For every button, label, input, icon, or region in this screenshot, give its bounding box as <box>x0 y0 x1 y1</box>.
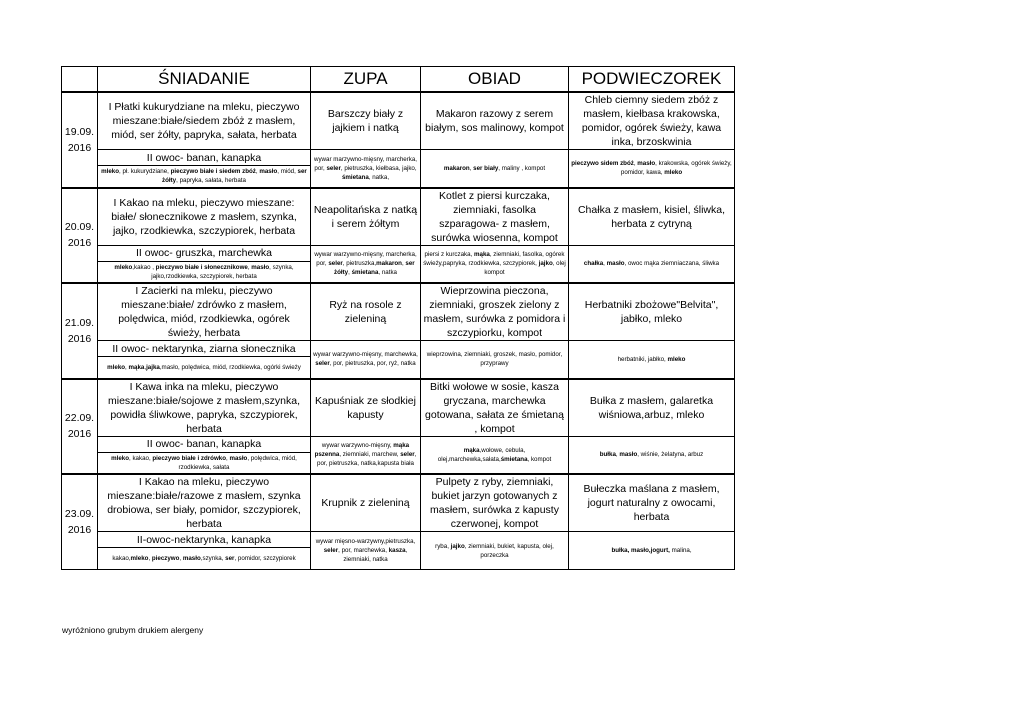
col-snack-header: PODWIECZOREK <box>569 67 735 93</box>
col-soup-header: ZUPA <box>311 67 421 93</box>
day-date: 23.09. 2016 <box>62 474 98 570</box>
day-row-main <box>62 474 735 532</box>
corner-cell <box>62 67 98 93</box>
header-row <box>62 67 735 93</box>
day-date: 19.09. 2016 <box>62 92 98 188</box>
soup-allergens: wywar warzywno-mięsny, mąka pszenna, ziemniaki, marchew, seler, por, pietruszka, natka,kapusta biała <box>311 436 421 474</box>
snack-cell: Bułka z masłem, galaretka wiśniowa,arbuz, mleko <box>569 379 735 437</box>
second-breakfast-cell: II owoc- banan, kanapka <box>98 150 311 166</box>
lunch-allergens: makaron, ser biały, maliny , kompot <box>421 150 569 188</box>
breakfast-allergens: mleko, pł. kukurydziane, pieczywo białe i siedem zbóż, masło, miód, ser żółty, papryka, sałata, herbata <box>98 166 311 188</box>
soup-cell: Neapolitańska z natką i serem żółtym <box>311 188 421 246</box>
soup-cell: Barszczy biały z jajkiem i natką <box>311 92 421 150</box>
lunch-cell: Pulpety z ryby, ziemniaki, bukiet jarzyn gotowanych z masłem, surówka z kapusty czerwonej, kompot <box>421 474 569 532</box>
breakfast-cell: I Zacierki na mleku, pieczywo mieszane:białe/ zdrówko z masłem, polędwica, miód, rzodkiewka, ogórek świeży, herbata <box>98 283 311 341</box>
breakfast-allergens: mleko, kakao, pieczywo białe i zdrówko, masło, polędwica, miód, rzodkiewka, sałata <box>98 452 311 474</box>
lunch-cell: Bitki wołowe w sosie, kasza gryczana, marchewka gotowana, sałata ze śmietaną , kompot <box>421 379 569 437</box>
day-date: 22.09. 2016 <box>62 379 98 475</box>
day-row-main <box>62 283 735 341</box>
snack-cell: Chleb ciemny siedem zbóż z masłem, kiełbasa krakowska, pomidor, ogórek świeży, kawa inka, brzoskwinia <box>569 92 735 150</box>
allergen-footnote: wyróżniono grubym drukiem alergeny <box>62 625 204 635</box>
soup-allergens: wywar warzywno-mięsny, marcherka, por, seler, pietruszka,makaron, ser żółty, śmietana, natka <box>311 245 421 283</box>
soup-allergens: wywar warzywno-mięsny, marchewka, seler, por, pietruszka, por, ryż, natka <box>311 341 421 379</box>
snack-allergens: chałka, masło, owoc mąka ziemniaczana, śliwka <box>569 245 735 283</box>
breakfast-cell: I Kakao na mleku, pieczywo mieszane:białe/razowe z masłem, szynka drobiowa, ser biały, pomidor, szczypiorek, herbata <box>98 474 311 532</box>
soup-cell: Krupnik z zieleniną <box>311 474 421 532</box>
snack-allergens: pieczywo sidem zbóż, masło, krakowska, ogórek świeży, pomidor, kawa, mleko <box>569 150 735 188</box>
soup-cell: Ryż na rosole z zieleniną <box>311 283 421 341</box>
breakfast-cell: I Kakao na mleku, pieczywo mieszane: białe/ słonecznikowe z masłem, szynka, jajko, rzodkiewka, szczypiorek, herbata <box>98 188 311 246</box>
day-date: 20.09. 2016 <box>62 188 98 284</box>
breakfast-allergens: mleko,kakao , pieczywo białe i słonecznikowe, masło, szynka, jajko,rzodkiewka, szczypiorek, herbata <box>98 261 311 283</box>
day-row-main <box>62 92 735 150</box>
snack-cell: Herbatniki zbożowe"Belvita", jabłko, mleko <box>569 283 735 341</box>
soup-allergens: wywar marzywno-mięsny, marcherka, por, seler, pietruszka, kiełbasa, jajko, śmietana, natka, <box>311 150 421 188</box>
col-breakfast-header: ŚNIADANIE <box>98 67 311 93</box>
second-breakfast-cell: II owoc- nektarynka, ziarna słonecznika <box>98 341 311 357</box>
menu-table <box>61 66 735 570</box>
breakfast-allergens: kakao,mleko, pieczywo, masło,szynka, ser, pomidor, szczypiorek <box>98 548 311 570</box>
day-row-second-breakfast <box>62 436 735 452</box>
lunch-allergens: ryba, jajko, ziemniaki, bukiet, kapusta, olej, porzeczka <box>421 532 569 570</box>
second-breakfast-cell: II owoc- gruszka, marchewka <box>98 245 311 261</box>
lunch-cell: Kotlet z piersi kurczaka, ziemniaki, fasolka szparagowa- z masłem, surówka wiosenna, kompot <box>421 188 569 246</box>
day-row-main <box>62 379 735 437</box>
breakfast-cell: I Kawa inka na mleku, pieczywo mieszane:białe/sojowe z masłem,szynka, powidła śliwkowe, papryka, szczypiorek, herbata <box>98 379 311 437</box>
second-breakfast-cell: II owoc- banan, kanapka <box>98 436 311 452</box>
breakfast-allergens: mleko, mąka,jajka,masło, polędwica, miód, rzodkiewka, ogórki świeży <box>98 357 311 379</box>
breakfast-cell: I Płatki kukurydziane na mleku, pieczywo mieszane:białe/siedem zbóż z masłem, miód, ser żółty, papryka, sałata, herbata <box>98 92 311 150</box>
menu-body <box>62 92 735 570</box>
day-row-main <box>62 188 735 246</box>
lunch-cell: Makaron razowy z serem białym, sos malinowy, kompot <box>421 92 569 150</box>
day-row-second-breakfast <box>62 150 735 166</box>
lunch-allergens: piersi z kurczaka, mąka, ziemniaki, fasolka, ogórek świeży,papryka, rzodkiewka, szczypiorek, jajko, olej kompot <box>421 245 569 283</box>
lunch-allergens: mąka,wołowe, cebula, olej,marchewka,sałata,śmietana, kompot <box>421 436 569 474</box>
snack-cell: Chałka z masłem, kisiel, śliwka, herbata z cytryną <box>569 188 735 246</box>
soup-allergens: wywar mięsno-warzywny,pietruszka, seler, por, marchewka, kasza, ziemniaki, natka <box>311 532 421 570</box>
lunch-cell: Wieprzowina pieczona, ziemniaki, groszek zielony z masłem, surówka z pomidora i szczypiorku, kompot <box>421 283 569 341</box>
snack-allergens: bułka, masło, wiśnie, żelatyna, arbuz <box>569 436 735 474</box>
day-row-second-breakfast <box>62 245 735 261</box>
day-row-second-breakfast <box>62 532 735 548</box>
snack-cell: Bułeczka maślana z masłem, jogurt naturalny z owocami, herbata <box>569 474 735 532</box>
snack-allergens: herbatniki, jabłko, mleko <box>569 341 735 379</box>
day-row-second-breakfast <box>62 341 735 357</box>
snack-allergens: bułka, masło,jogurt, malina, <box>569 532 735 570</box>
col-lunch-header: OBIAD <box>421 67 569 93</box>
second-breakfast-cell: II-owoc-nektarynka, kanapka <box>98 532 311 548</box>
lunch-allergens: wieprzowina, ziemniaki, groszek, masło, pomidor, przyprawy <box>421 341 569 379</box>
soup-cell: Kapuśniak ze słodkiej kapusty <box>311 379 421 437</box>
day-date: 21.09. 2016 <box>62 283 98 379</box>
